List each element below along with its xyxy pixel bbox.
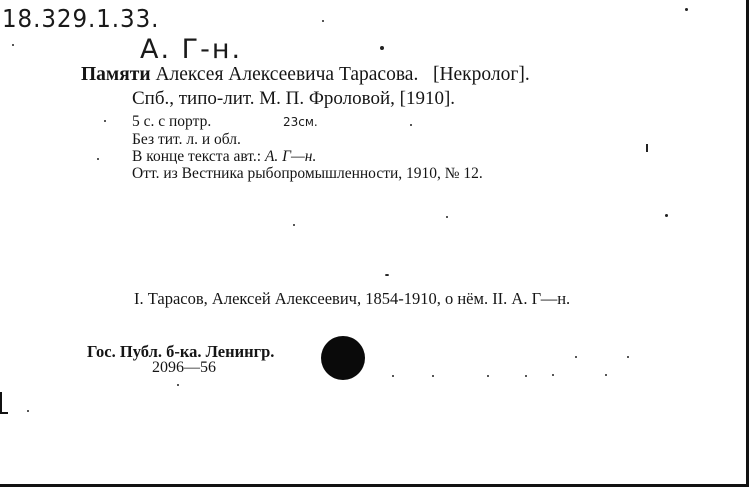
speck [177, 384, 179, 386]
speck [646, 144, 648, 152]
note-pagination: 5 с. с портр. [132, 113, 212, 130]
speck [665, 214, 668, 217]
punch-hole [321, 336, 365, 380]
speck [525, 375, 527, 377]
speck [627, 356, 629, 358]
note-author [132, 148, 316, 166]
note-author-prefix: В конце текста авт.: [132, 148, 262, 165]
entry-title: Алексея Алексеевича Тарасова. [155, 64, 419, 85]
note-title-leaf: Без тит. л. и обл. [132, 131, 241, 148]
call-number: 2096—56 [152, 359, 216, 376]
speck [97, 158, 99, 160]
speck [432, 375, 434, 377]
holding-library: Гос. Публ. б-ка. Ленингр. [87, 342, 275, 361]
note-author-value: А. Г—н. [264, 148, 317, 165]
speck [12, 44, 14, 46]
tracing-line: I. Тарасов, Алексей Алексеевич, 1854-1910, о нём. II. А. Г—н. [134, 289, 571, 308]
speck [487, 375, 489, 377]
entry-genre: [Некролог]. [432, 64, 530, 85]
shelf-mark: 18.329.1.33. [2, 4, 160, 33]
size-note: 23см. [283, 115, 318, 129]
speck [322, 20, 324, 22]
speck [27, 410, 29, 412]
entry-heading [81, 64, 530, 86]
speck [392, 375, 394, 377]
speck [410, 124, 412, 126]
speck [552, 374, 554, 376]
speck [104, 120, 106, 122]
speck [293, 224, 295, 226]
author-mark: А. Г-н. [140, 34, 243, 65]
speck [685, 8, 688, 11]
edge-mark [0, 392, 2, 414]
speck [605, 374, 607, 376]
speck [385, 274, 389, 276]
speck [380, 46, 384, 50]
speck [446, 216, 448, 218]
edge-tick [0, 412, 8, 414]
entry-heading-word: Памяти [81, 64, 151, 85]
note-offprint: Отт. из Вестника рыбопромышленности, 1910, № 12. [132, 165, 483, 182]
speck [575, 356, 577, 358]
entry-imprint: Спб., типо-лит. М. П. Фроловой, [1910]. [132, 88, 456, 109]
